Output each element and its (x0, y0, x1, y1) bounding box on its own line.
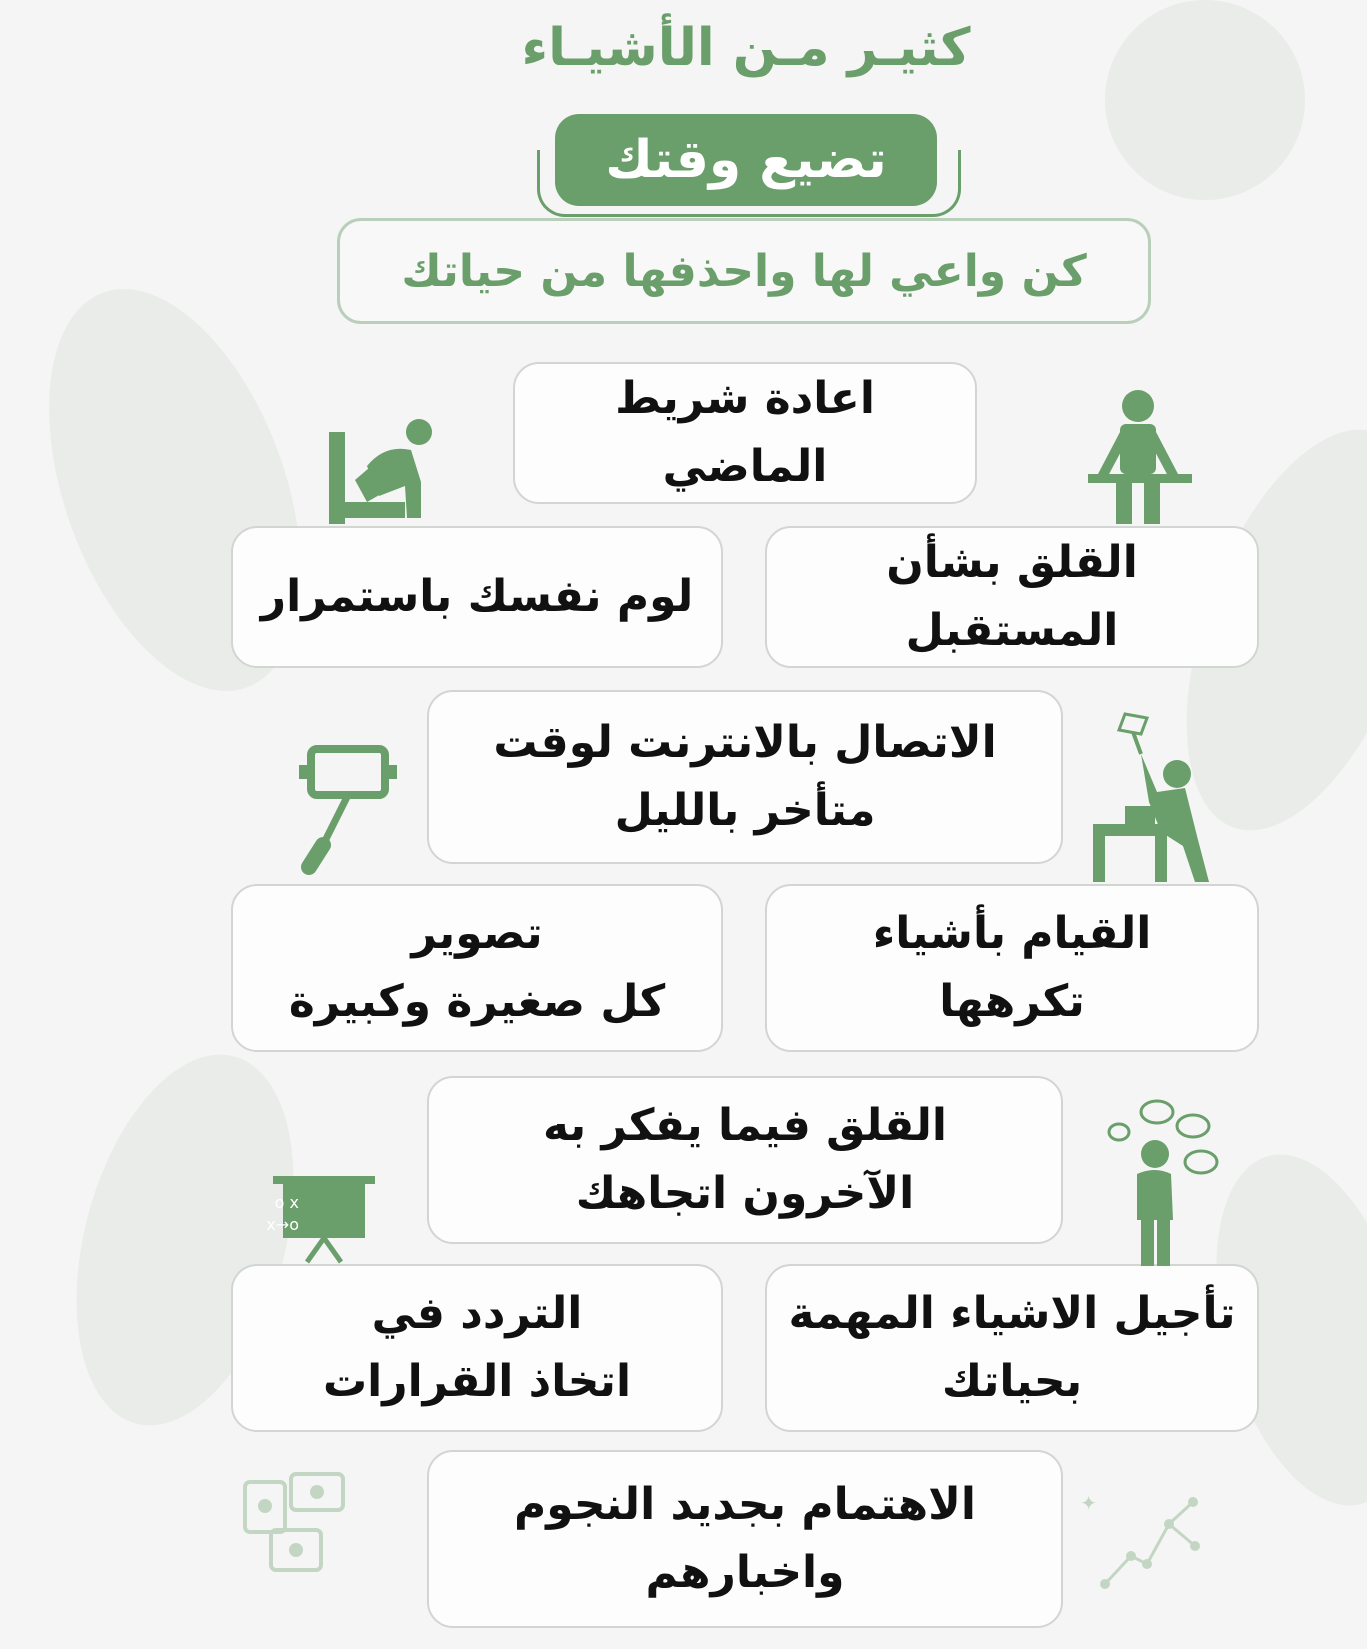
item-box: تأجيل الاشياء المهمة بحياتك (765, 1264, 1259, 1432)
title-pill: تضيع وقتك (555, 114, 937, 206)
item-box: القيام بأشياء تكرهها (765, 884, 1259, 1052)
constellation-icon (1080, 1480, 1211, 1600)
selfie-stick-icon (293, 745, 403, 873)
item-box: الاتصال بالانترنت لوقت متأخر بالليل (427, 690, 1063, 864)
subtitle-box: كن واعي لها واحذفها من حياتك (337, 218, 1151, 324)
person-at-desk-icon (1085, 712, 1225, 882)
crouching-person-icon (323, 418, 441, 526)
page-title: كثيـر مـن الأشيـاء (521, 18, 971, 78)
item-box: تصوير كل صغيرة وكبيرة (231, 884, 723, 1052)
svg-text:o x: o x (274, 1193, 299, 1212)
svg-text:x→o: x→o (266, 1215, 299, 1234)
item-box: اعادة شريط الماضي (513, 362, 977, 504)
sitting-person-icon (1080, 388, 1200, 526)
item-box: لوم نفسك باستمرار (231, 526, 723, 668)
item-box: القلق بشأن المستقبل (765, 526, 1259, 668)
item-box: التردد في اتخاذ القرارات (231, 1264, 723, 1432)
apps-icon (241, 1472, 353, 1576)
svg-text:✦: ✦ (1080, 1491, 1097, 1515)
item-box: الاهتمام بجديد النجوم واخبارهم (427, 1450, 1063, 1628)
item-box: القلق فيما يفكر به الآخرون اتجاهك (427, 1076, 1063, 1244)
thinking-person-icon (1107, 1092, 1225, 1266)
strategy-board-icon (266, 1172, 377, 1264)
